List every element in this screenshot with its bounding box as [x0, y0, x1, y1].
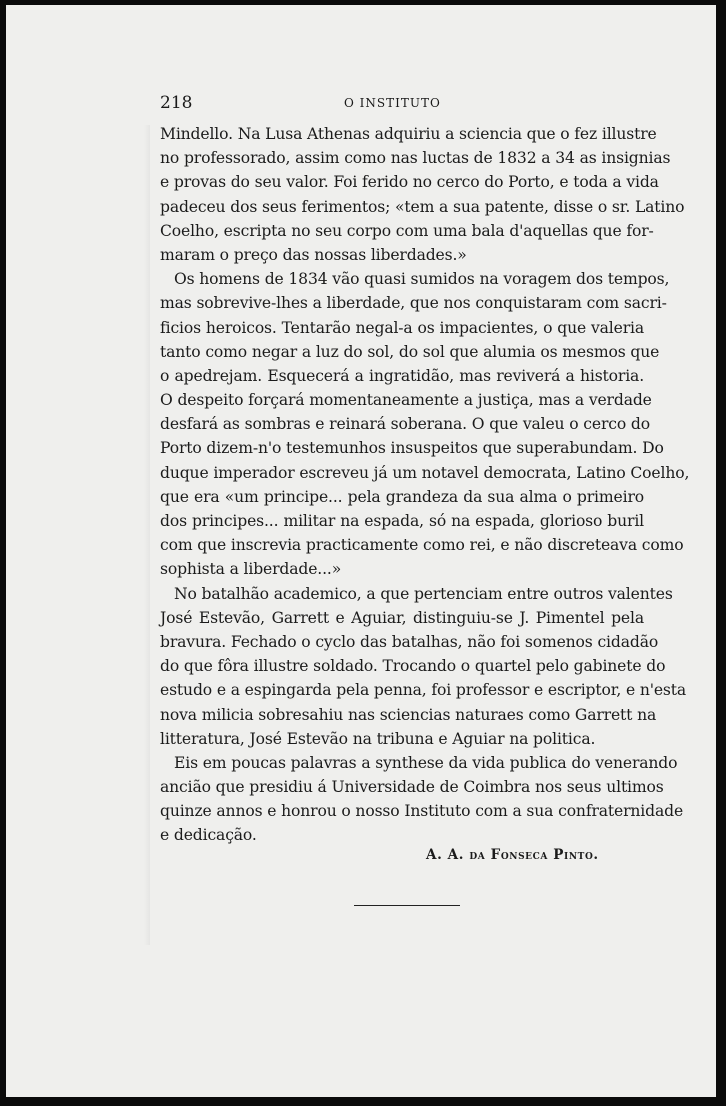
page-header [6, 93, 716, 117]
body-text [160, 122, 690, 848]
text-line: sophista a liberdade...» [160, 560, 342, 579]
text-line: Eis em poucas palavras a synthese da vida publica do venerando [174, 753, 678, 772]
text-line: o apedrejam. Esquecerá a ingratidão, mas reviverá a historia. [160, 366, 644, 385]
text-line: bravura. Fechado o cyclo das batalhas, não foi somenos cidadão [160, 632, 659, 651]
author-signature: A. A. da Fonseca Pinto. [426, 847, 599, 863]
page-number: 218 [160, 93, 193, 113]
book-page [6, 5, 716, 1097]
text-line: No batalhão academico, a que pertenciam entre outros valentes [174, 584, 673, 603]
text-line: padeceu dos seus ferimentos; «tem a sua patente, disse o sr. Latino [160, 197, 685, 216]
text-line: Mindello. Na Lusa Athenas adquiriu a sciencia que o fez illustre [160, 125, 657, 143]
text-line: Os homens de 1834 vão quasi sumidos na voragem dos tempos, [174, 270, 670, 289]
text-line: no professorado, assim como nas luctas de 1832 a 34 as insignias [160, 149, 671, 168]
text-line: mas sobrevive-lhes a liberdade, que nos conquistaram com sacri- [160, 294, 667, 313]
text-line: maram o preço das nossas liberdades.» [160, 245, 467, 264]
text-line: estudo e a espingarda pela penna, foi professor e escriptor, e n'esta [160, 681, 687, 700]
text-line: duque imperador escreveu já um notavel democrata, Latino Coelho, [160, 463, 690, 482]
text-line: quinze annos e honrou o nosso Instituto com a sua confraternidade [160, 802, 684, 821]
text-line: do que fôra illustre soldado. Trocando o quartel pelo gabinete do [160, 657, 666, 676]
text-line: José Estevão, Garrett e Aguiar, distinguiu-se J. Pimentel pela [160, 608, 644, 627]
page-gutter-shadow [144, 125, 150, 945]
text-line: Porto dizem-n'o testemunhos insuspeitos que superabundam. Do [160, 439, 664, 458]
text-line: ancião que presidiu á Universidade de Coimbra nos seus ultimos [160, 778, 664, 797]
text-line: que era «um principe... pela grandeza da sua alma o primeiro [160, 487, 644, 506]
running-title: O INSTITUTO [344, 96, 441, 110]
text-line: ficios heroicos. Tentarão negal-a os impacientes, o que valeria [160, 318, 644, 337]
text-line: dos principes... militar na espada, só na espada, glorioso buril [160, 512, 644, 530]
closing-rule [354, 905, 460, 906]
text-line: desfará as sombras e reinará soberana. O que valeu o cerco do [160, 415, 650, 434]
text-line: O despeito forçará momentaneamente a justiça, mas a verdade [160, 391, 652, 410]
text-line: Coelho, escripta no seu corpo com uma bala d'aquellas que for- [160, 221, 654, 240]
text-line: com que inscrevia practicamente como rei, e não discreteava como [160, 536, 684, 555]
text-line: tanto como negar a luz do sol, do sol que alumia os mesmos que [160, 342, 660, 361]
text-line: nova milicia sobresahiu nas sciencias naturaes como Garrett na [160, 705, 657, 724]
text-line: e dedicação. [160, 826, 257, 845]
text-line: litteratura, José Estevão na tribuna e Aguiar na politica. [160, 729, 596, 748]
text-line: e provas do seu valor. Foi ferido no cerco do Porto, e toda a vida [160, 173, 659, 192]
